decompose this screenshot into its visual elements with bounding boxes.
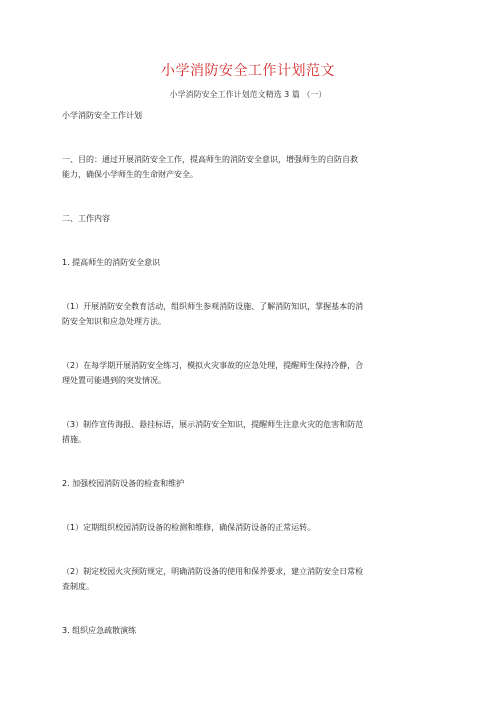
subsection-heading: 1. 提高师生的消防安全意识 xyxy=(62,258,161,267)
paragraph-line: 措施。 xyxy=(62,435,86,444)
document-title: 小学消防安全工作计划范文 xyxy=(161,63,335,79)
paragraph-line: 理处置可能遇到的突发情况。 xyxy=(62,376,166,385)
paragraph-line: 一、目的：通过开展消防安全工作，提高师生的消防安全意识，增强师生的自防自救 xyxy=(62,155,358,164)
paragraph-line: 能力，确保小学师生的生命财产安全。 xyxy=(62,170,198,179)
document-subtitle: 小学消防安全工作计划范文精选 3 篇 （一） xyxy=(169,90,327,99)
paragraph-line: （1）定期组织校园消防设备的检测和维修，确保消防设备的正常运转。 xyxy=(62,523,316,532)
paragraph-line: （1）开展消防安全教育活动，组织师生参观消防设施、了解消防知识，掌握基本的消 xyxy=(62,302,364,311)
paragraph-line: （2）在每学期开展消防安全练习，模拟火灾事故的应急处理，提醒师生保持冷静，合 xyxy=(62,361,364,370)
paragraph-line: 查制度。 xyxy=(62,582,94,591)
paragraph-line: （2）制定校园火灾预防规定，明确消防设备的使用和保养要求，建立消防安全日常检 xyxy=(62,567,364,576)
paragraph-line: （3）制作宣传海报、悬挂标语，展示消防安全知识，提醒师生注意火灾的危害和防范 xyxy=(62,420,364,429)
subsection-heading: 2. 加强校园消防设备的检查和维护 xyxy=(62,479,185,488)
paragraph-line: 防安全知识和应急处理方法。 xyxy=(62,317,166,326)
section-heading: 二、工作内容 xyxy=(62,214,110,223)
subsection-heading: 3. 组织应急疏散演练 xyxy=(62,626,137,635)
section-heading: 小学消防安全工作计划 xyxy=(62,111,142,120)
